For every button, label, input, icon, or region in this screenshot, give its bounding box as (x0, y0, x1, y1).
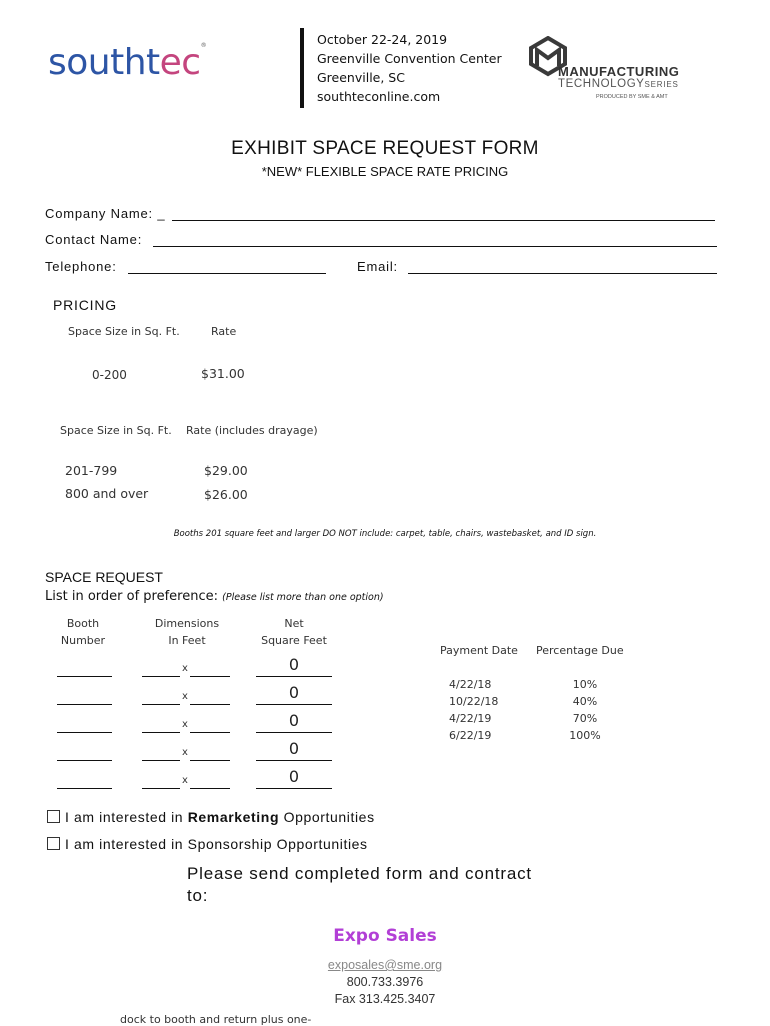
booth-number-field[interactable] (57, 732, 112, 733)
contact-name-field[interactable] (153, 246, 717, 247)
payment-date: 4/22/18 (449, 678, 492, 691)
payment-date-header: Payment Date (440, 644, 518, 657)
logo-registered-mark: ® (200, 42, 207, 49)
dimension-width-field[interactable] (142, 788, 180, 789)
col-dimensions-header: Dimensions In Feet (154, 617, 220, 647)
pricing-table1-rate: $31.00 (201, 366, 245, 381)
space-request-heading: SPACE REQUEST (45, 569, 163, 585)
event-venue: Greenville Convention Center (317, 51, 502, 66)
net-square-feet-value: 0 (288, 711, 300, 730)
dimension-width-field[interactable] (142, 704, 180, 705)
dimension-width-field[interactable] (142, 676, 180, 677)
net-square-feet-value: 0 (288, 739, 300, 758)
pricing-table1-col-size: Space Size in Sq. Ft. (68, 325, 180, 338)
manufacturing-technology-series-logo (526, 36, 696, 106)
dimension-x: x (182, 747, 188, 758)
dimension-length-field[interactable] (190, 732, 230, 733)
sponsorship-checkbox[interactable] (47, 837, 60, 850)
pricing-table2-rate-2: $26.00 (204, 487, 248, 502)
net-square-feet-value: 0 (288, 683, 300, 702)
booth-number-field[interactable] (57, 676, 112, 677)
pricing-table2-rate-1: $29.00 (204, 463, 248, 478)
payment-date: 4/22/19 (449, 712, 492, 725)
dimension-x: x (182, 775, 188, 786)
dimension-width-field[interactable] (142, 760, 180, 761)
logo-text: southt (48, 42, 160, 83)
mts-line2: TECHNOLOGYSERIES (558, 78, 679, 90)
net-square-feet-field[interactable] (256, 732, 332, 733)
southtec-logo (48, 42, 206, 83)
net-square-feet-field[interactable] (256, 788, 332, 789)
net-square-feet-field[interactable] (256, 760, 332, 761)
company-name-label: Company Name: _ (45, 206, 166, 221)
mts-line1: MANUFACTURING (558, 64, 680, 79)
dimension-length-field[interactable] (190, 760, 230, 761)
event-dates: October 22-24, 2019 (317, 32, 448, 47)
col-booth-header: Booth Number (60, 617, 106, 647)
event-website[interactable]: southteconline.com (317, 89, 441, 104)
telephone-label: Telephone: (45, 259, 117, 274)
footer-fragment: dock to booth and return plus one- (120, 1013, 312, 1026)
email-field[interactable] (408, 273, 717, 274)
booth-number-field[interactable] (57, 788, 112, 789)
net-square-feet-value: 0 (288, 655, 300, 674)
dimension-x: x (182, 663, 188, 674)
dimension-length-field[interactable] (190, 676, 230, 677)
pricing-table2-col-size: Space Size in Sq. Ft. (60, 424, 172, 437)
logo-accent-text: ec (159, 42, 201, 83)
pricing-heading: PRICING (53, 297, 117, 313)
percentage-due-header: Percentage Due (536, 644, 624, 657)
pricing-table1-col-rate: Rate (211, 325, 237, 338)
pricing-table2-size-1: 201-799 (65, 463, 118, 478)
company-name-field[interactable] (172, 220, 715, 221)
contact-name-label: Contact Name: (45, 232, 143, 247)
percentage-due: 10% (572, 678, 598, 691)
header-divider (300, 28, 304, 108)
dimension-length-field[interactable] (190, 704, 230, 705)
form-title: EXHIBIT SPACE REQUEST FORM (231, 138, 539, 159)
booth-number-field[interactable] (57, 760, 112, 761)
mts-line3: PRODUCED BY SME & AMT (596, 94, 668, 100)
remarketing-checkbox[interactable] (47, 810, 60, 823)
contact-fax: Fax 313.425.3407 (334, 992, 436, 1006)
pricing-table2-size-2: 800 and over (65, 486, 149, 501)
col-net-header: Net Square Feet (261, 617, 327, 647)
booth-number-field[interactable] (57, 704, 112, 705)
payment-date: 10/22/18 (449, 695, 499, 708)
dimension-x: x (182, 719, 188, 730)
pricing-table1-size: 0-200 (92, 368, 127, 382)
form-subtitle: *NEW* FLEXIBLE SPACE RATE PRICING (261, 164, 509, 179)
dimension-width-field[interactable] (142, 732, 180, 733)
send-instructions: Please send completed form and contract to: (187, 864, 532, 905)
net-square-feet-value: 0 (288, 767, 300, 786)
net-square-feet-field[interactable] (256, 704, 332, 705)
percentage-due: 100% (569, 729, 601, 742)
email-label: Email: (357, 259, 398, 274)
pricing-table2-col-rate: Rate (includes drayage) (186, 424, 318, 437)
dimension-x: x (182, 691, 188, 702)
net-square-feet-field[interactable] (256, 676, 332, 677)
space-request-subheading: List in order of preference: (Please list more than one option) (45, 589, 384, 604)
remarketing-option[interactable]: I am interested in Remarketing Opportunities (47, 809, 375, 825)
event-info (317, 30, 502, 106)
event-city: Greenville, SC (317, 70, 405, 85)
payment-date: 6/22/19 (449, 729, 492, 742)
contact-phone: 800.733.3976 (346, 975, 424, 989)
percentage-due: 70% (572, 712, 598, 725)
telephone-field[interactable] (128, 273, 326, 274)
contact-name: Expo Sales (333, 926, 437, 946)
dimension-length-field[interactable] (190, 788, 230, 789)
contact-email-link[interactable]: exposales@sme.org (327, 958, 443, 972)
sponsorship-option[interactable]: I am interested in Sponsorship Opportunities (47, 836, 368, 852)
pricing-note: Booths 201 square feet and larger DO NOT include: carpet, table, chairs, wastebasket, and ID sign. (173, 529, 597, 539)
percentage-due: 40% (572, 695, 598, 708)
